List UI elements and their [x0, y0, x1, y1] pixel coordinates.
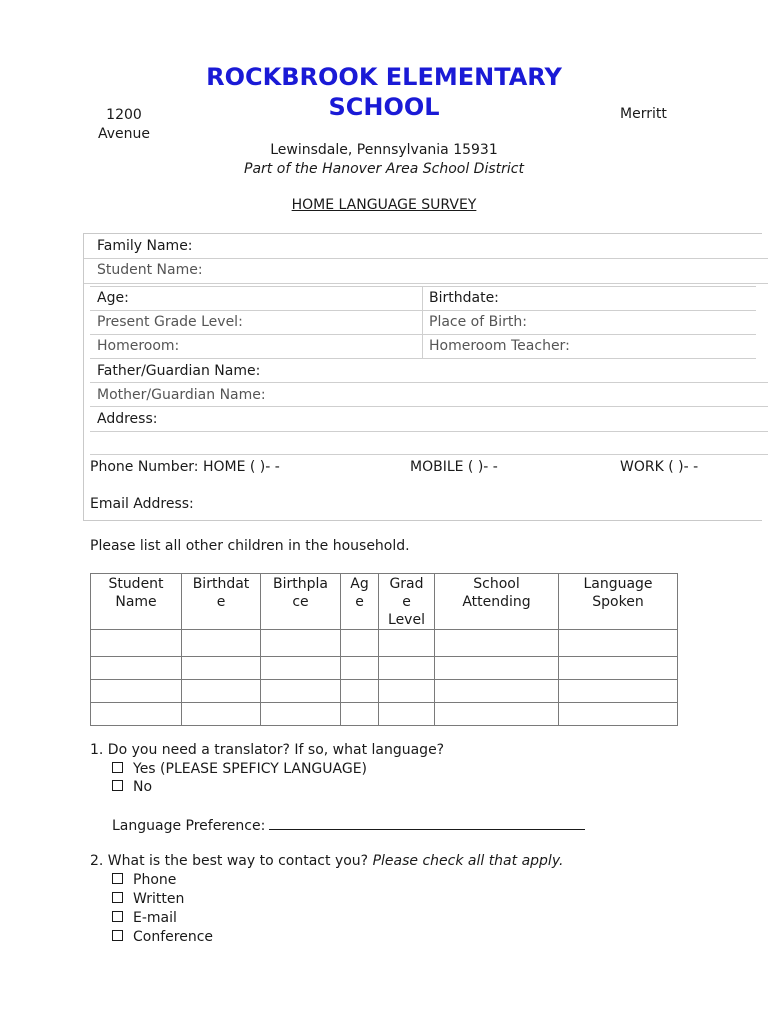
checkbox-icon[interactable]: [112, 892, 123, 903]
table-cell[interactable]: [435, 630, 559, 657]
school-title-line2: SCHOOL: [328, 93, 440, 121]
q1-option-yes-label: Yes (PLEASE SPEFICY LANGUAGE): [133, 761, 368, 777]
q2-option-label: Phone: [133, 872, 177, 888]
student-info-form: [83, 233, 762, 521]
table-row: [91, 703, 678, 726]
table-row: [91, 630, 678, 657]
header-text: Student: [108, 576, 164, 592]
table-cell[interactable]: [559, 703, 678, 726]
q2-option-label: E-mail: [133, 910, 177, 926]
table-cell[interactable]: [182, 680, 261, 703]
table-header-row: [91, 574, 678, 630]
table-cell[interactable]: [559, 657, 678, 680]
birthdate-label: Birthdate:: [429, 290, 499, 306]
table-cell[interactable]: [182, 630, 261, 657]
children-table: [90, 573, 678, 726]
mother-name-label: Mother/Guardian Name:: [97, 387, 266, 403]
header-school-attending: [435, 574, 559, 630]
row-divider: [90, 382, 768, 383]
header-text: e: [355, 594, 364, 610]
grade-level-label: Present Grade Level:: [97, 314, 243, 330]
header-text: e: [402, 594, 411, 610]
q2-option-email[interactable]: [112, 910, 177, 926]
q2-option-phone[interactable]: [112, 872, 176, 888]
address-left-line1: 1200: [106, 107, 142, 123]
header-birthplace: [261, 574, 341, 630]
language-preference-line[interactable]: [269, 817, 585, 830]
checkbox-icon[interactable]: [112, 930, 123, 941]
row-divider: [84, 258, 768, 259]
table-cell[interactable]: [379, 630, 435, 657]
email-label: Email Address:: [90, 496, 194, 512]
table-cell[interactable]: [435, 680, 559, 703]
district-line: Part of the Hanover Area School District: [244, 161, 524, 177]
header-text: Attending: [462, 594, 531, 610]
table-cell[interactable]: [261, 630, 341, 657]
table-cell[interactable]: [435, 657, 559, 680]
table-cell[interactable]: [91, 703, 182, 726]
q1-option-no-label: No: [133, 779, 153, 795]
place-of-birth-label: Place of Birth:: [429, 314, 527, 330]
address-label: Address:: [97, 411, 158, 427]
header-text: Spoken: [592, 594, 644, 610]
q2-option-label: Written: [133, 891, 185, 907]
table-cell[interactable]: [341, 703, 379, 726]
q2-option-conference[interactable]: [112, 929, 213, 945]
table-cell[interactable]: [261, 680, 341, 703]
table-cell[interactable]: [91, 630, 182, 657]
header-text: Language: [583, 576, 653, 592]
table-cell[interactable]: [379, 703, 435, 726]
table-cell[interactable]: [435, 703, 559, 726]
table-cell[interactable]: [182, 703, 261, 726]
table-cell[interactable]: [341, 680, 379, 703]
table-cell[interactable]: [261, 657, 341, 680]
row-divider: [90, 286, 756, 287]
phone-work-label: WORK ( )- -: [620, 459, 699, 475]
address-left-line2: Avenue: [97, 126, 150, 142]
table-row: [91, 657, 678, 680]
header-text: Grad: [389, 576, 424, 592]
address-right: Merritt: [620, 106, 667, 122]
city-line: Lewinsdale, Pennsylvania 15931: [270, 142, 498, 158]
phone-mobile-label: MOBILE ( )- -: [410, 459, 498, 475]
address-left: [96, 106, 152, 144]
table-cell[interactable]: [341, 657, 379, 680]
header-text: School: [473, 576, 520, 592]
question-1: 1. Do you need a translator? If so, what language?: [90, 742, 445, 758]
children-intro: Please list all other children in the household.: [90, 538, 410, 554]
q1-option-yes[interactable]: [112, 761, 367, 777]
table-cell[interactable]: [379, 657, 435, 680]
column-divider: [422, 286, 423, 358]
age-label: Age:: [97, 290, 129, 306]
header-text: Birthdat: [192, 576, 250, 592]
q2-option-label: Conference: [133, 929, 214, 945]
checkbox-icon[interactable]: [112, 873, 123, 884]
question-2: [90, 853, 563, 869]
row-divider: [90, 358, 756, 359]
q2-option-written[interactable]: [112, 891, 184, 907]
school-title-line1: ROCKBROOK ELEMENTARY: [206, 63, 562, 91]
table-cell[interactable]: [559, 680, 678, 703]
header-language-spoken: [559, 574, 678, 630]
language-preference-label: Language Preference:: [112, 818, 266, 834]
question-2-text: 2. What is the best way to contact you?: [90, 853, 373, 869]
header-text: ce: [292, 594, 309, 610]
homeroom-teacher-label: Homeroom Teacher:: [429, 338, 570, 354]
header-birthdate: [182, 574, 261, 630]
header-text: Ag: [350, 576, 369, 592]
family-name-label: Family Name:: [97, 238, 193, 254]
survey-title: HOME LANGUAGE SURVEY: [291, 197, 477, 213]
row-divider: [90, 431, 768, 432]
header-text: Level: [388, 612, 425, 628]
row-divider: [90, 310, 756, 311]
language-preference-row: [112, 817, 585, 834]
header-text: Name: [115, 594, 157, 610]
father-name-label: Father/Guardian Name:: [97, 363, 261, 379]
phone-home-label: Phone Number: HOME ( )- -: [90, 459, 280, 475]
checkbox-icon[interactable]: [112, 911, 123, 922]
question-2-note: Please check all that apply.: [372, 853, 564, 869]
homeroom-label: Homeroom:: [97, 338, 180, 354]
table-row: [91, 680, 678, 703]
row-divider: [90, 454, 768, 455]
checkbox-icon[interactable]: [112, 762, 123, 773]
table-cell[interactable]: [379, 680, 435, 703]
header-student-name: [91, 574, 182, 630]
table-cell[interactable]: [91, 680, 182, 703]
header-age: [341, 574, 379, 630]
student-name-label: Student Name:: [97, 262, 203, 278]
header-text: Birthpla: [273, 576, 328, 592]
table-cell[interactable]: [341, 630, 379, 657]
header-grade-level: [379, 574, 435, 630]
table-cell[interactable]: [182, 657, 261, 680]
q1-option-no[interactable]: [112, 779, 152, 795]
checkbox-icon[interactable]: [112, 780, 123, 791]
row-divider: [90, 334, 756, 335]
table-cell[interactable]: [91, 657, 182, 680]
row-divider: [90, 406, 768, 407]
row-divider: [84, 283, 768, 284]
header-text: e: [216, 594, 226, 610]
table-cell[interactable]: [559, 630, 678, 657]
table-cell[interactable]: [261, 703, 341, 726]
